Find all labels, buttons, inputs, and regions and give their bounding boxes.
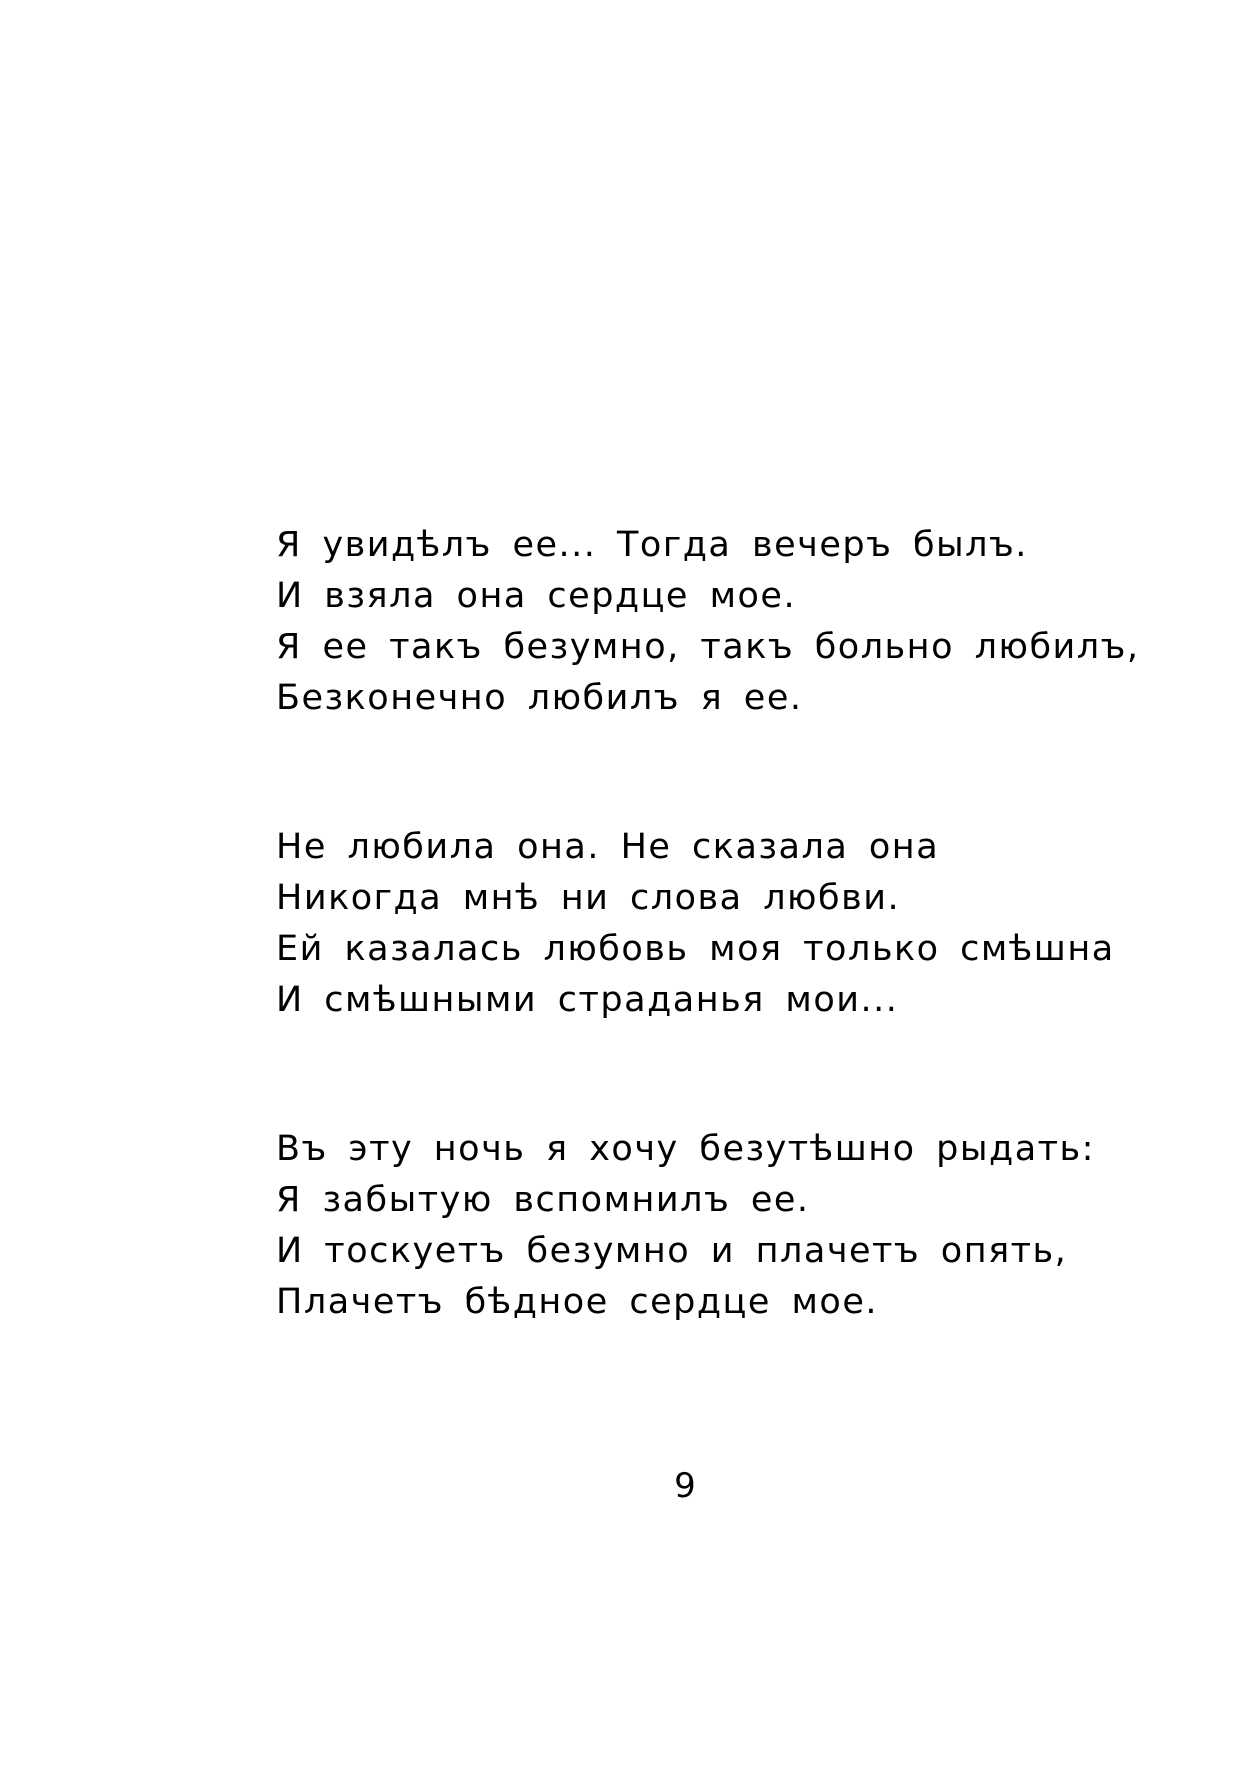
page-number: 9 — [674, 1466, 696, 1506]
poem-line: И тоскуетъ безумно и плачетъ опять, — [276, 1231, 1068, 1271]
stanza-1 — [276, 520, 1176, 724]
poem-line: И взяла она сердце мое. — [276, 576, 797, 616]
poem-line: Плачетъ бѣдное сердце мое. — [276, 1282, 878, 1322]
poem-line: Не любила она. Не сказала она — [276, 827, 940, 867]
poem-line: Никогда мнѣ ни слова любви. — [276, 878, 901, 918]
poem-line: Безконечно любилъ я ее. — [276, 678, 803, 718]
poem-line: Ей казалась любовь моя только смѣшна — [276, 929, 1115, 969]
poem-line: Я увидѣлъ ее... Тогда вечеръ былъ. — [276, 525, 1028, 565]
poem — [276, 520, 1176, 1328]
poem-line: Я ее такъ безумно, такъ больно любилъ, — [276, 627, 1140, 667]
poem-line: И смѣшными страданья мои... — [276, 980, 899, 1020]
stanza-2 — [276, 822, 1176, 1026]
poem-line: Въ эту ночь я хочу безутѣшно рыдать: — [276, 1129, 1095, 1169]
stanza-3 — [276, 1124, 1176, 1328]
poem-line: Я забытую вспомнилъ ее. — [276, 1180, 810, 1220]
